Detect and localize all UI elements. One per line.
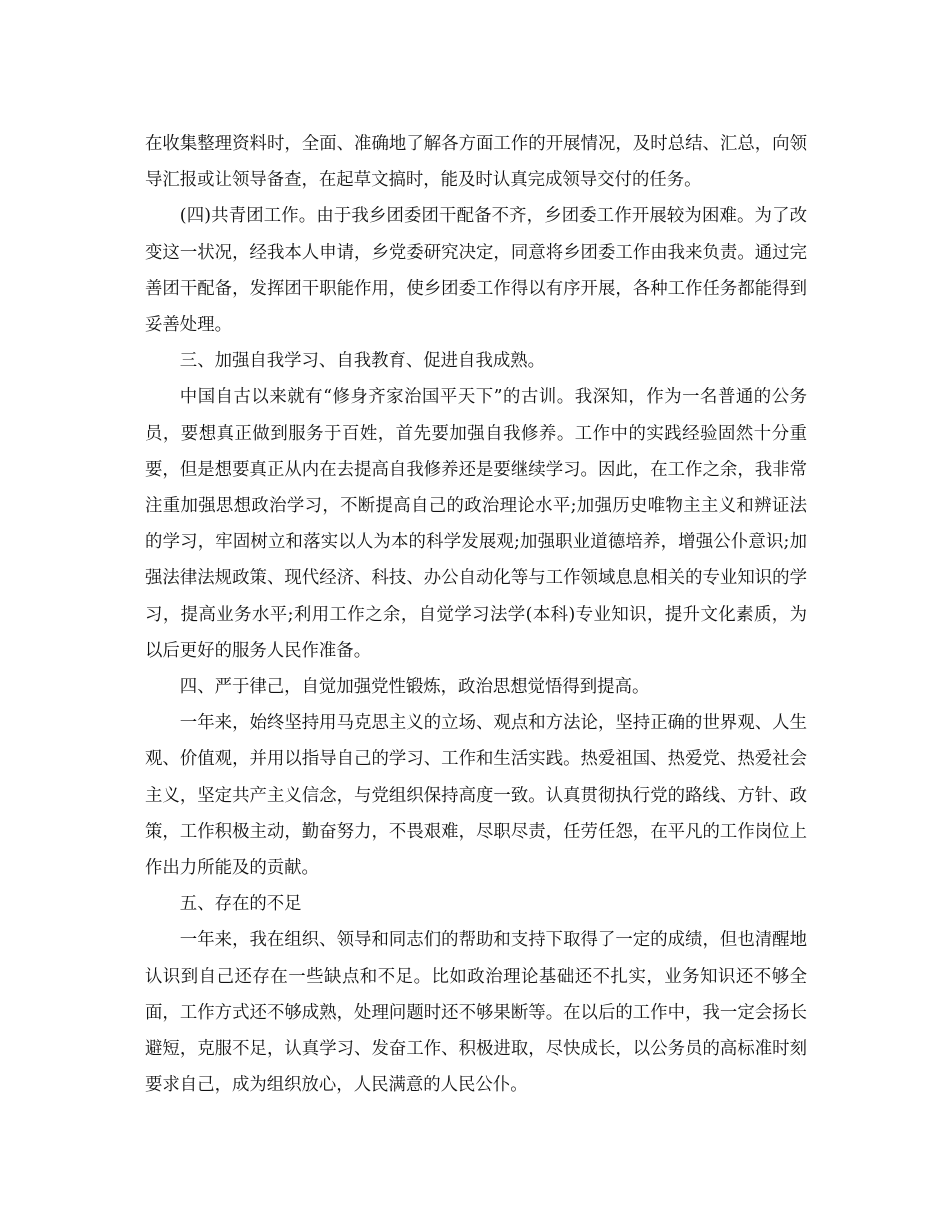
document-page (145, 126, 807, 1103)
paragraph-youth-league-work: (四)共青团工作。由于我乡团委团干配备不齐，乡团委工作开展较为困难。为了改变这一状况，经我本人申请，乡党委研究决定，同意将乡团委工作由我来负责。通过完善团干配备，发挥团干职能作用，使乡团委工作得以有序开展，各种工作任务都能得到妥善处理。 (145, 206, 807, 336)
paragraph-political-awareness: 一年来，始终坚持用马克思主义的立场、观点和方法论，坚持正确的世界观、人生观、价值观，并用以指导自己的学习、工作和生活实践。热爱祖国、热爱党、热爱社会主义，坚定共产主义信念，与党组织保持高度一致。认真贯彻执行党的路线、方针、政策，工作积极主动，勤奋努力，不畏艰难，尽职尽责，任劳任怨，在平凡的工作岗位上作出力所能及的贡献。 (145, 713, 807, 879)
section-heading-five: 五、存在的不足 (179, 894, 302, 915)
paragraph-shortcomings: 一年来，我在组织、领导和同志们的帮助和支持下取得了一定的成绩，但也清醒地认识到自己还存在一些缺点和不足。比如政治理论基础还不扎实，业务知识还不够全面，工作方式还不够成熟，处理问题时还不够果断等。在以后的工作中，我一定会扬长避短，克服不足，认真学习、发奋工作、积极进取，尽快成长，以公务员的高标准时刻要求自己，成为组织放心，人民满意的人民公仆。 (145, 930, 807, 1096)
section-heading-three: 三、加强自我学习、自我教育、促进自我成熟。 (179, 351, 546, 372)
section-heading-four: 四、严于律己，自觉加强党性锻炼，政治思想觉悟得到提高。 (179, 677, 650, 698)
paragraph-continuation: 在收集整理资料时，全面、准确地了解各方面工作的开展情况，及时总结、汇总，向领导汇报或让领导备查，在起草文搞时，能及时认真完成领导交付的任务。 (145, 134, 807, 191)
paragraph-self-study: 中国自古以来就有“修身齐家治国平天下”的古训。我深知，作为一名普通的公务员，要想真正做到服务于百姓，首先要加强自我修养。工作中的实践经验固然十分重要，但是想要真正从内在去提高自我修养还是要继续学习。因此，在工作之余，我非常注重加强思想政治学习，不断提高自己的政治理论水平;加强历史唯物主主义和辨证法的学习，牢固树立和落实以人为本的科学发展观;加强职业道德培养，增强公仆意识;加强法律法规政策、现代经济、科技、办公自动化等与工作领域息息相关的专业知识的学习，提高业务水平;利用工作之余，自觉学习法学(本科)专业知识，提升文化素质，为以后更好的服务人民作准备。 (145, 387, 807, 661)
